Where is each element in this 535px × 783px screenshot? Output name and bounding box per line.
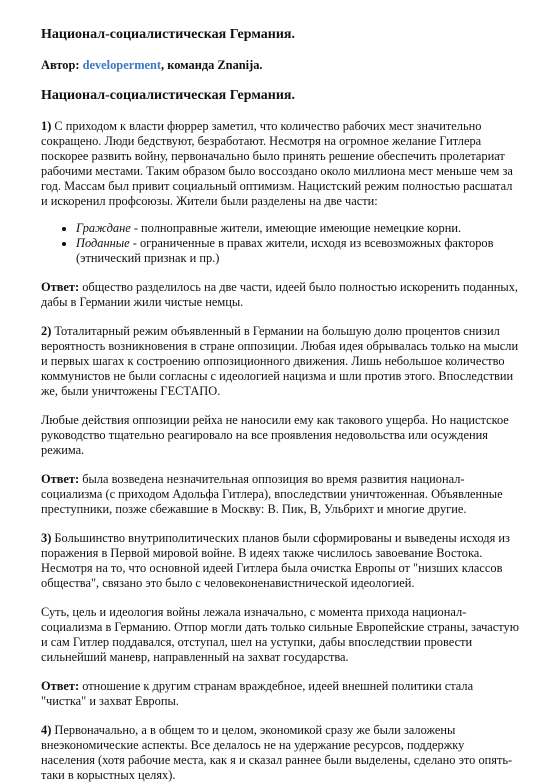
- section-1-answer: [41, 280, 519, 310]
- section-1-number: 1): [41, 119, 52, 133]
- list-item-subjects: [76, 236, 519, 266]
- author-suffix: , команда Znanija.: [161, 58, 263, 72]
- section-3-text: [41, 531, 519, 591]
- section-2-number: 2): [41, 324, 52, 338]
- list-item-citizens: [76, 221, 519, 236]
- section-1-text: [41, 119, 519, 209]
- section-3-answer: [41, 679, 519, 709]
- answer-label: Ответ:: [41, 280, 80, 294]
- author-line: [41, 58, 519, 73]
- section-3-number: 3): [41, 531, 52, 545]
- section-3-extra: Суть, цель и идеология войны лежала изначально, с момента прихода национал-социализма в Германию. Отпор могли дать только сильные Европейские страны, зачастую и сам Гитлер поддавался, отступал, шел на уступки, дабы впоследствии провести сильнейший маневр, направленный на захват государства.: [41, 605, 520, 664]
- answer-text: общество разделилось на две части, идеей было полностью искоренить поданных, дабы в Германии жили чистые немцы.: [41, 280, 519, 309]
- section-4-body: Первоначально, а в общем то и целом, экономикой сразу же были заложены внеэкономические аспекты. Все делалось не на удержание ресурсов, поддержку населения (хотя рабочие места, как я и сказал раннее были выделены, сделано это опять-таки в корыстных целях).: [41, 723, 513, 782]
- document-subtitle: Национал-социалистическая Германия.: [41, 88, 295, 103]
- list-term: Поданные: [76, 236, 130, 250]
- answer-label: Ответ:: [41, 472, 80, 486]
- section-3-body: Большинство внутриполитических планов были сформированы и выведены исходя из поражения в Первой мировой войне. В идеях также числилось завоевание Востока. Несмотря на то, что основной идеей Гитлера была очистка Европы от "низших классов общества", связано это было с человеконенавистнической идеологией.: [41, 531, 510, 590]
- list-desc: - ограниченные в правах жители, исходя из всевозможных факторов (этнический признак и пр.): [76, 236, 494, 265]
- population-list: [41, 221, 519, 266]
- answer-text: отношение к другим странам враждебное, идеей внешней политики стала "чистка" и захват Европы.: [41, 679, 474, 708]
- author-link[interactable]: developerment: [82, 58, 162, 72]
- list-desc: - полноправные жители, имеющие имеющие немецкие корни.: [130, 221, 462, 235]
- section-2-answer: [41, 472, 519, 517]
- section-2-extra: Любые действия оппозиции рейха не наносили ему как такового ущерба. Но нацистское руководство тщательно реагировало на все проявления недовольства или осуждения режима.: [41, 413, 509, 457]
- section-4-number: 4): [41, 723, 52, 737]
- answer-label: Ответ:: [41, 679, 80, 693]
- section-2-text: [41, 324, 519, 399]
- document-title: Национал-социалистическая Германия.: [41, 27, 295, 42]
- author-label: Автор:: [41, 58, 83, 72]
- answer-text: была возведена незначительная оппозиция во время развития национал-социализма (с приходом Адольфа Гитлера), впоследствии уничтоженная. Объявленные преступники, позже сбежавшие в Москву: В. Пик, В, Ульбрихт и многие другие.: [41, 472, 503, 516]
- section-4-text: [41, 723, 519, 783]
- list-term: Граждане: [76, 221, 131, 235]
- section-1-body: С приходом к власти фюррер заметил, что количество рабочих мест значительно сокращено. Люди бедствуют, безработают. Несмотря на огромное желание Гитлера поскорее развить войну, первоначально было принять решение обеспечить пролетариат рабочими местами. Таким образом было воссоздано около миллиона мест меньше чем за год. Массам был привит социальный оптимизм. Нацистский режим полностью расшатал и искоренил профсоюзы. Жители были разделены на две части:: [41, 119, 513, 208]
- section-2-body: Тоталитарный режим объявленный в Германии на большую долю процентов снизил вероятность возникновения в стране оппозиции. Любая идея обрывалась только на мысли и первых шагах к состроению оппозиционного движения. Лишь небольшое количество коммунистов не были согласны с идеологией нацизма и шли против этого. Впоследствии же, были уничтожены ГЕСТАПО.: [41, 324, 519, 398]
